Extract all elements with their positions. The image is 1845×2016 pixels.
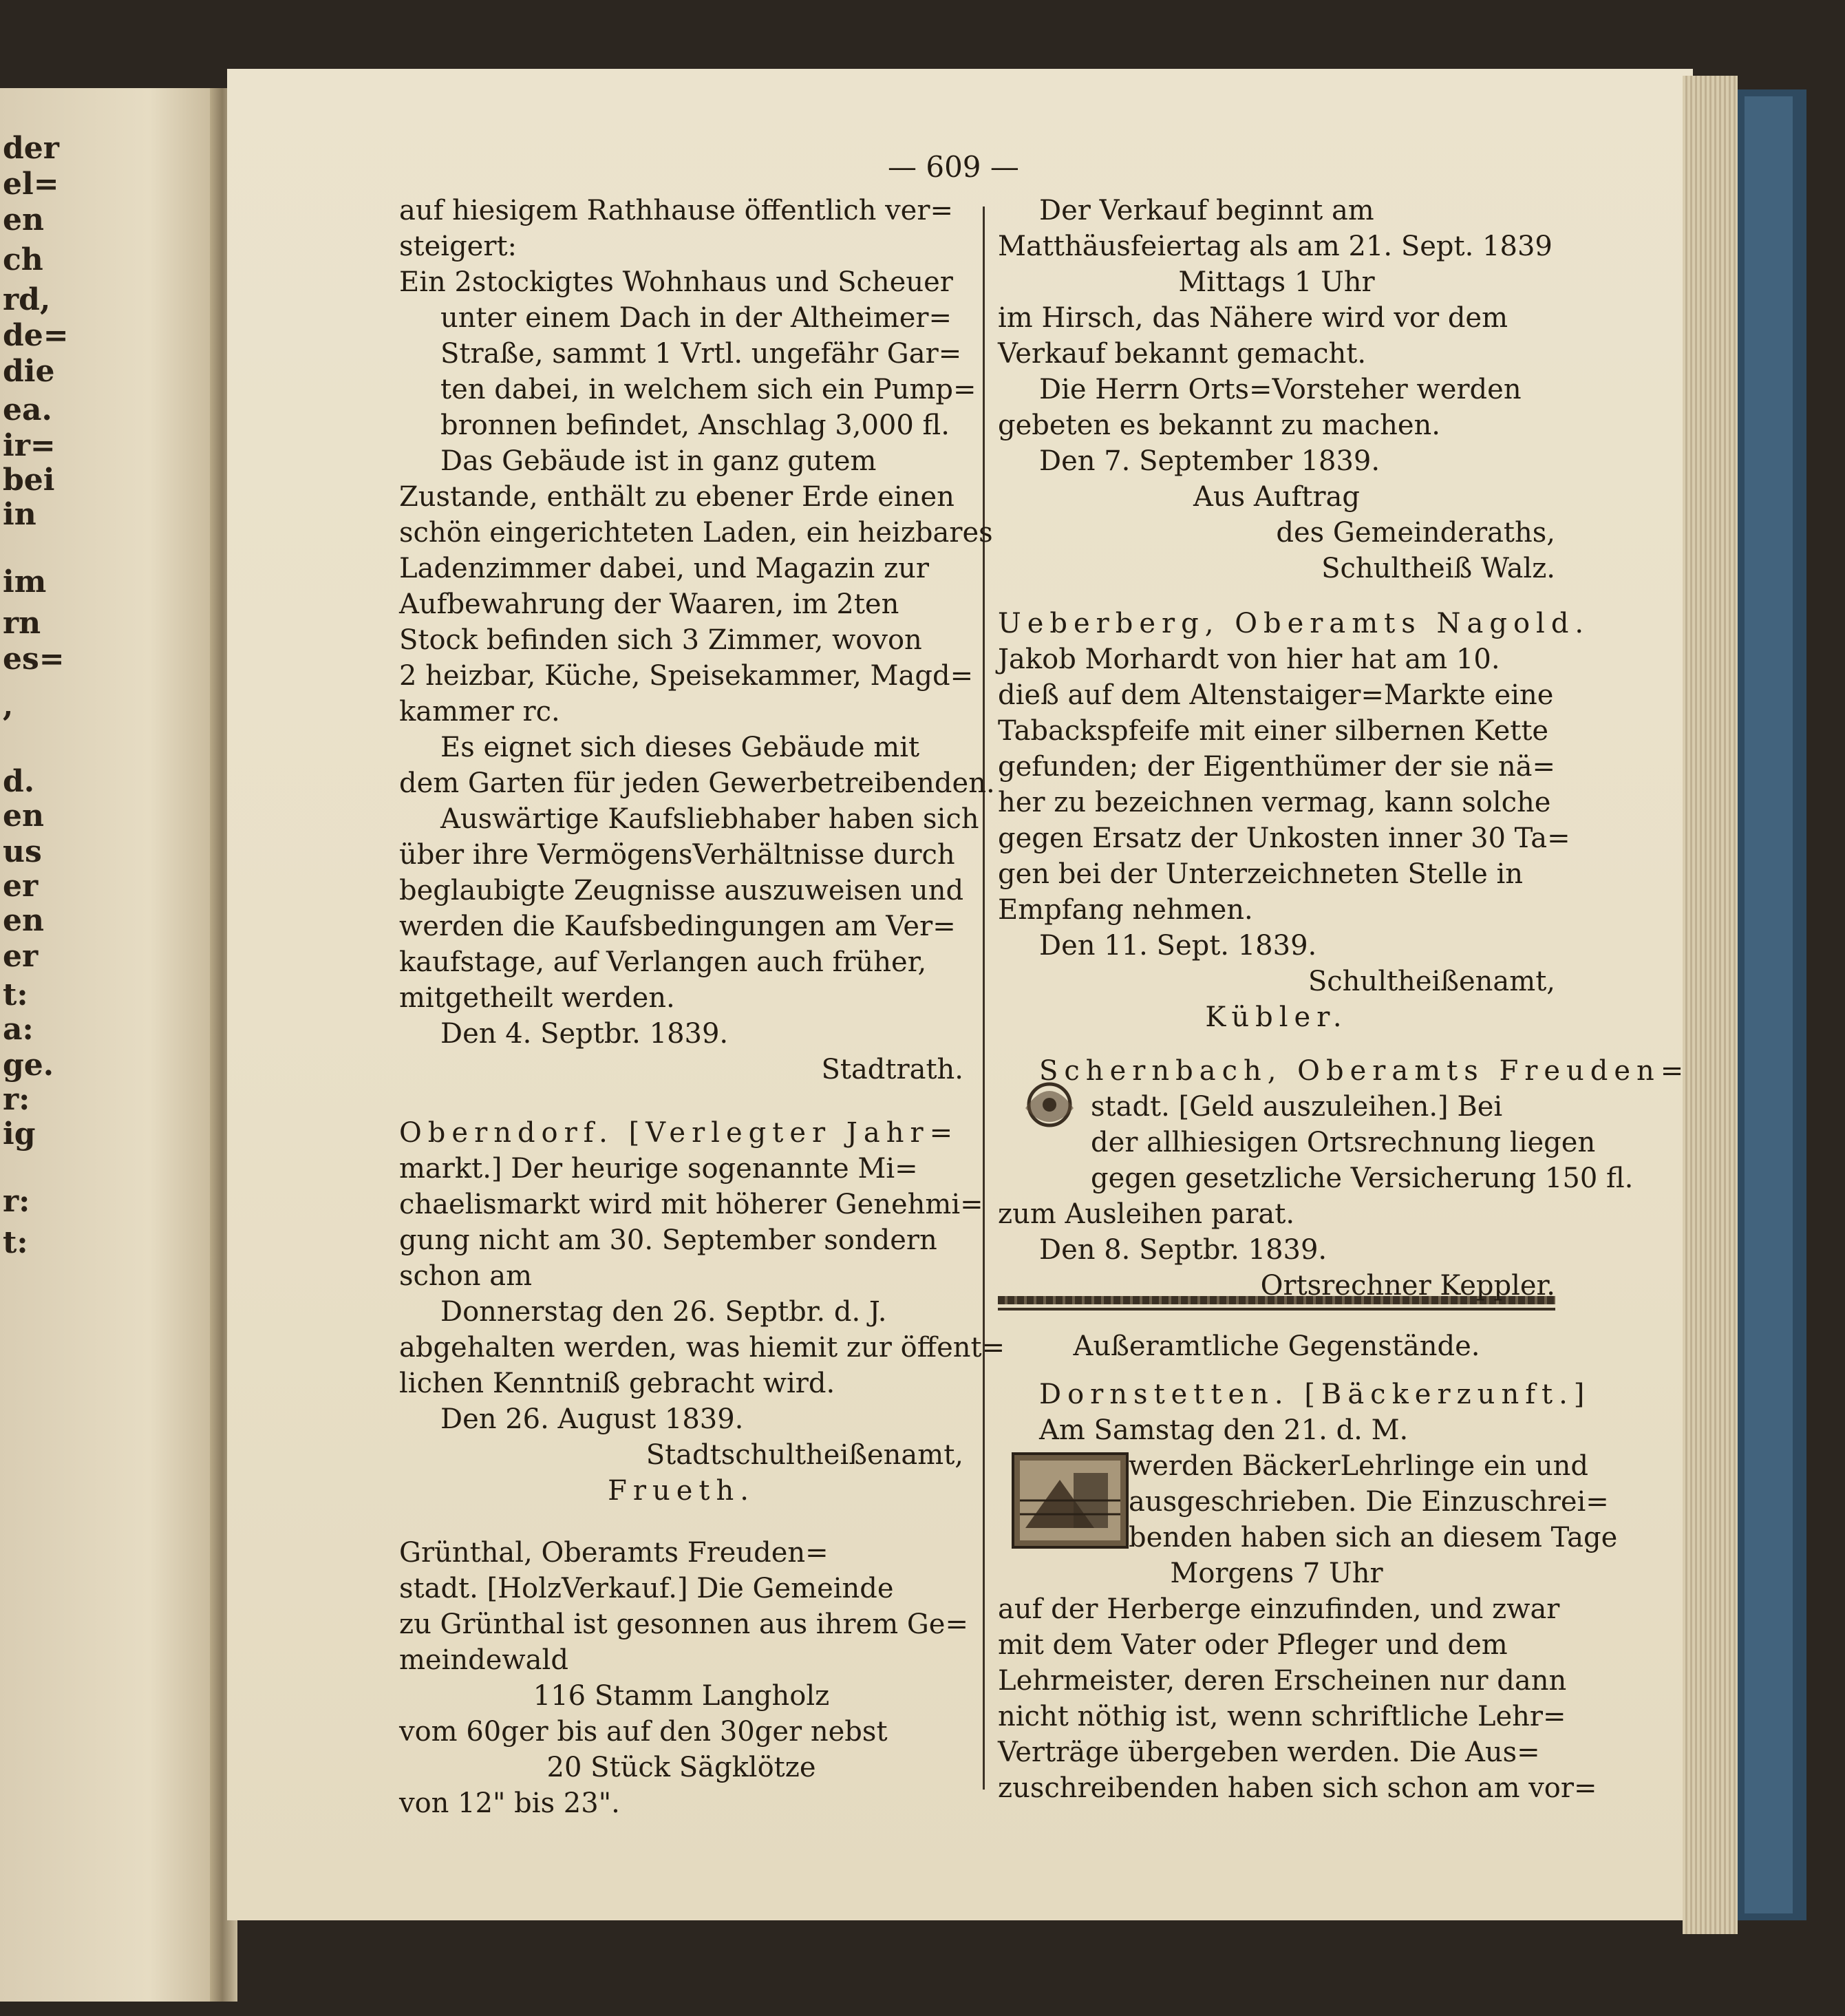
left-page-fragment: us [3,834,42,869]
date-line: Den 4. Septbr. 1839. [440,1018,729,1050]
text-line: gefunden; der Eigenthümer der sie nä= [998,751,1555,783]
left-page-fragment: ig [3,1116,36,1152]
left-page-fragment: r: [3,1082,30,1117]
left-page-fragment: im [3,564,47,600]
left-page-fragment: en [3,903,44,938]
text-line: meindewald [399,1644,568,1676]
text-line: des Gemeinderaths, [1276,517,1555,549]
baker-woodcut [1012,1452,1129,1549]
left-page-fragment: rn [3,606,41,641]
text-line: Am Samstag den 21. d. M. [1039,1414,1409,1446]
text-line: Tabackspfeife mit einer silbernen Kette [998,715,1549,747]
left-page-fragment: en [3,202,44,237]
text-line: markt.] Der heurige sogenannte Mi= [399,1153,918,1185]
column-rule [983,206,985,1790]
page-number: — 609 — [888,150,1019,184]
section-heading: Schernbach, Oberamts Freuden= [1039,1055,1690,1087]
left-page-fragment: er [3,869,39,904]
signature: Schultheiß Walz. [1321,553,1555,584]
text-line: Donnerstag den 26. Septbr. d. J. [440,1296,887,1328]
text-line: bronnen befindet, Anschlag 3,000 fl. [440,410,950,441]
text-line: Matthäusfeiertag als am 21. Sept. 1839 [998,231,1553,262]
text-line: zuschreibenden haben sich schon am vor= [998,1772,1597,1804]
signature: Frueth. [608,1475,755,1507]
text-line: kaufstage, auf Verlangen auch früher, [399,946,927,978]
text-line: Auswärtige Kaufsliebhaber haben sich [440,803,979,835]
signature: Stadtschultheißenamt, [646,1439,963,1471]
text-line: Ein 2stockigtes Wohnhaus und Scheuer [399,266,953,298]
text-line: Verträge übergeben werden. Die Aus= [998,1737,1540,1768]
text-line: 116 Stamm Langholz [533,1680,830,1712]
left-page-fragment: t: [3,977,28,1012]
text-line: auf hiesigem Rathhause öffentlich ver= [399,195,953,226]
text-line: gen bei der Unterzeichneten Stelle in [998,858,1524,890]
text-line: Ladenzimmer dabei, und Magazin zur [399,553,930,584]
left-page-fragment: rd, [3,282,51,317]
section-heading: Oberndorf. [Verlegter Jahr= [399,1117,959,1149]
text-line: gung nicht am 30. September sondern [399,1224,937,1256]
section-heading: Dornstetten. [Bäckerzunft.] [1039,1379,1591,1410]
text-line: Stock befinden sich 3 Zimmer, wovon [399,624,922,656]
text-line: kammer rc. [399,696,560,728]
text-line: der allhiesigen Ortsrechnung liegen [1091,1127,1596,1158]
text-line: her zu bezeichnen vermag, kann solche [998,787,1551,818]
left-page-fragment: in [3,497,36,532]
left-page-fragment: ea. [3,392,52,427]
text-line: Es eignet sich dieses Gebäude mit [440,732,920,763]
text-line: mitgetheilt werden. [399,982,675,1014]
signature: Ortsrechner Keppler. [1260,1270,1555,1302]
text-line: Jakob Morhardt von hier hat am 10. [998,644,1500,675]
text-line: Der Verkauf beginnt am [1039,195,1374,226]
left-page-fragment: , [3,688,14,723]
text-line: nicht nöthig ist, wenn schriftliche Lehr= [998,1701,1566,1732]
text-line: Das Gebäude ist in ganz gutem [440,445,877,477]
left-page-fragment: ch [3,242,43,277]
text-line: gegen gesetzliche Versicherung 150 fl. [1091,1163,1634,1194]
text-line: benden haben sich an diesem Tage [1129,1522,1618,1553]
section-rule-thin [998,1308,1555,1311]
text-line: 20 Stück Sägklötze [546,1752,816,1783]
left-page-fragment: en [3,798,44,834]
text-line: Empfang nehmen. [998,894,1253,926]
left-page-fragment: r: [3,1184,30,1219]
text-line: über ihre VermögensVerhältnisse durch [399,839,955,871]
text-line: im Hirsch, das Nähere wird vor dem [998,302,1508,334]
page-edges [1683,76,1738,1934]
text-line: ausgeschrieben. Die Einzuschrei= [1129,1486,1609,1518]
text-line: lichen Kenntniß gebracht wird. [399,1368,835,1399]
text-line: Die Herrn Orts=Vorsteher werden [1039,374,1522,405]
section-title: Außeramtliche Gegenstände. [1073,1330,1480,1362]
text-line: werden die Kaufsbedingungen am Ver= [399,911,956,942]
left-page-fragment: el= [3,167,59,202]
text-line: Mittags 1 Uhr [1178,266,1375,298]
left-page-fragment: ir= [3,428,56,463]
text-line: werden BäckerLehrlinge ein und [1129,1450,1588,1482]
text-line: abgehalten werden, was hiemit zur öffent= [399,1332,1005,1364]
left-page-fragment: a: [3,1012,34,1047]
text-line: ten dabei, in welchem sich ein Pump= [440,374,977,405]
text-line: dieß auf dem Altenstaiger=Markte eine [998,679,1554,711]
left-page-fragment: de= [3,318,69,353]
text-line: schon am [399,1260,533,1292]
date-line: Den 11. Sept. 1839. [1039,930,1317,962]
date-line: Den 26. August 1839. [440,1403,744,1435]
left-page-fragment: d. [3,764,35,799]
text-line: gebeten es bekannt zu machen. [998,410,1441,441]
text-line: 2 heizbar, Küche, Speisekammer, Magd= [399,660,974,692]
text-line: stadt. [HolzVerkauf.] Die Gemeinde [399,1573,894,1604]
left-page-fragment: t: [3,1225,28,1260]
text-line: Verkauf bekannt gemacht. [998,338,1367,370]
text-line: von 12" bis 23". [399,1787,620,1819]
text-line: mit dem Vater oder Pfleger und dem [998,1629,1508,1661]
text-line: zum Ausleihen parat. [998,1198,1295,1230]
left-page-fragment: bei [3,463,55,498]
text-line: gegen Ersatz der Unkosten inner 30 Ta= [998,823,1570,854]
signature: Stadtrath. [821,1054,963,1085]
text-line: stadt. [Geld auszuleihen.] Bei [1091,1091,1503,1123]
text-line: zu Grünthal ist gesonnen aus ihrem Ge= [399,1609,968,1640]
section-heading: Ueberberg, Oberamts Nagold. [998,608,1590,639]
left-page-fragment: er [3,939,39,974]
date-line: Den 7. September 1839. [1039,445,1380,477]
text-line: auf der Herberge einzufinden, und zwar [998,1593,1560,1625]
signature: Kübler. [1205,1001,1348,1033]
text-line: Lehrmeister, deren Erscheinen nur dann [998,1665,1567,1697]
date-line: Den 8. Septbr. 1839. [1039,1234,1327,1266]
text-line: Aus Auftrag [1193,481,1360,513]
text-line: steigert: [399,231,518,262]
text-line: Straße, sammt 1 Vrtl. ungefähr Gar= [440,338,962,370]
text-line: beglaubigte Zeugnisse auszuweisen und [399,875,964,906]
left-page-fragment: ge. [3,1048,54,1083]
text-line: unter einem Dach in der Altheimer= [440,302,952,334]
left-page [0,88,213,2002]
text-line: Zustande, enthält zu ebener Erde einen [399,481,955,513]
book-cover-cloth [1745,96,1793,1913]
text-line: chaelismarkt wird mit höherer Genehmi= [399,1189,983,1220]
text-line: dem Garten für jeden Gewerbetreibenden. [399,767,995,799]
left-page-fragment: der [3,131,59,166]
text-line: Schultheißenamt, [1308,966,1555,997]
text-line: Morgens 7 Uhr [1170,1558,1383,1589]
left-page-fragment: es= [3,641,65,677]
left-page-fragment: die [3,354,55,389]
text-line: Aufbewahrung der Waaren, im 2ten [399,588,899,620]
text-line: vom 60ger bis auf den 30ger nebst [399,1716,888,1748]
text-line: schön eingerichteten Laden, ein heizbares [399,517,993,549]
section-heading: Grünthal, Oberamts Freuden= [399,1537,829,1569]
